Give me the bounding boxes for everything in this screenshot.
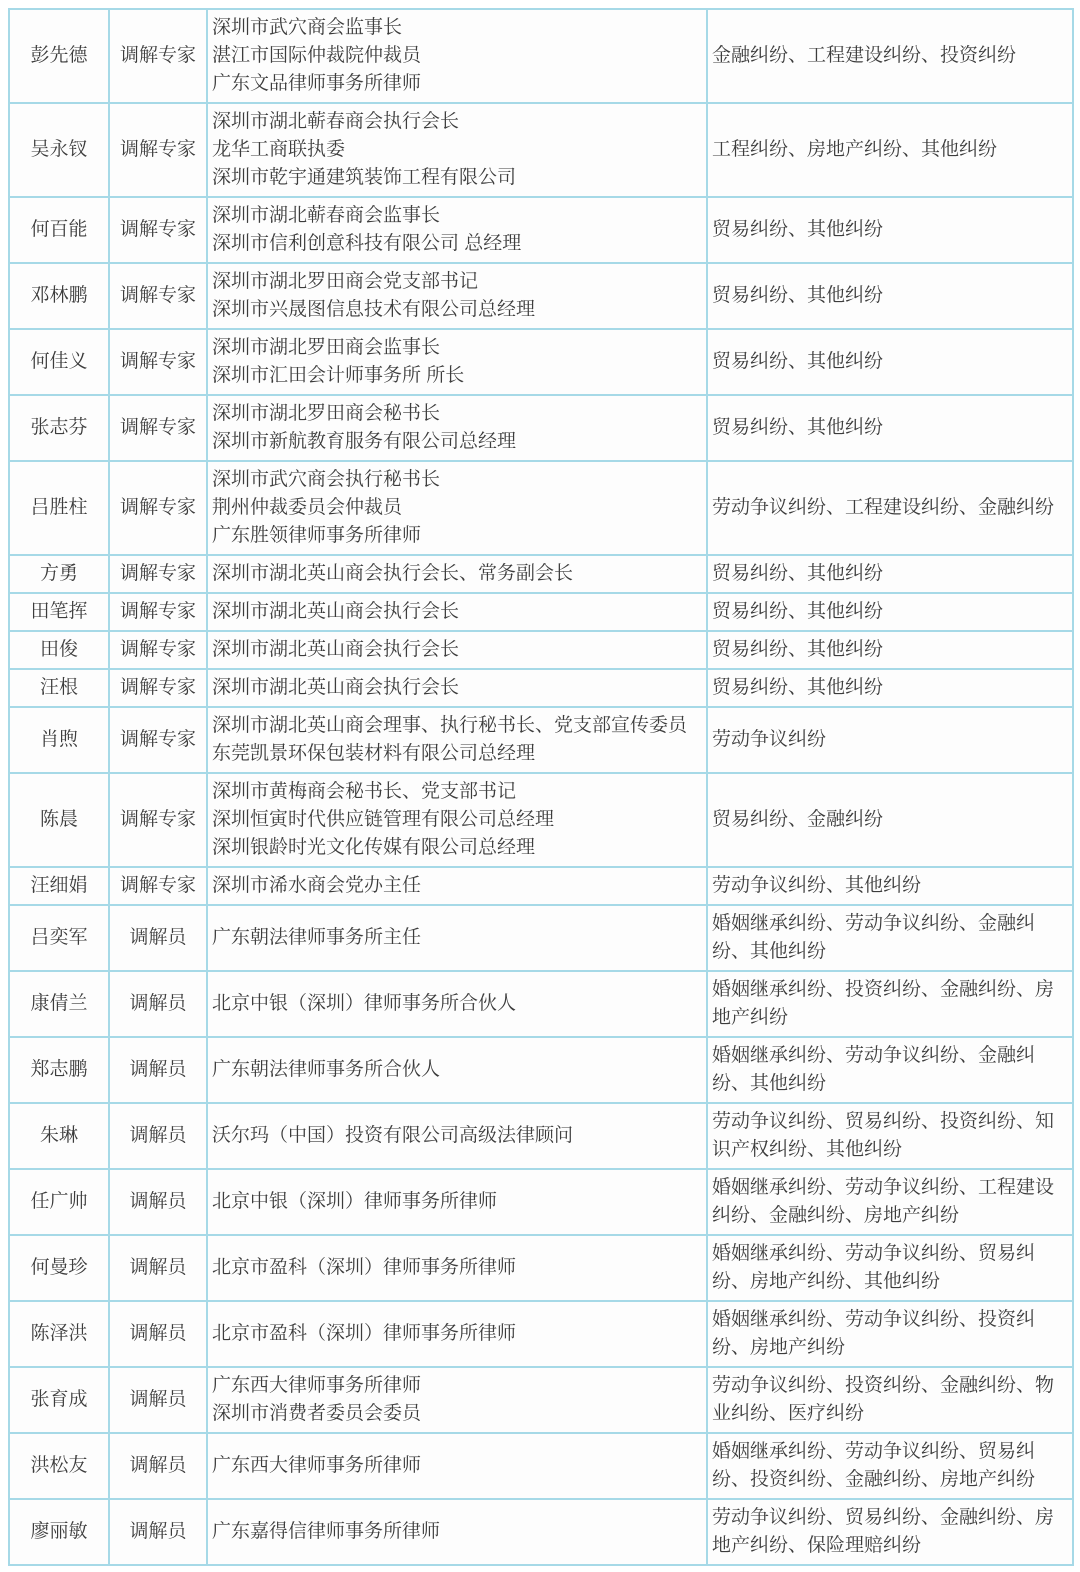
name-cell: 朱琳 bbox=[9, 1103, 109, 1169]
name-cell: 田俊 bbox=[9, 631, 109, 669]
position-line: 广东朝法律师事务所主任 bbox=[212, 927, 422, 948]
disputes-cell: 贸易纠纷、其他纠纷 bbox=[707, 593, 1073, 631]
name-cell: 陈泽洪 bbox=[9, 1301, 109, 1367]
role-cell: 调解员 bbox=[109, 1037, 207, 1103]
name-cell: 彭先德 bbox=[9, 9, 109, 103]
disputes-cell: 贸易纠纷、其他纠纷 bbox=[707, 197, 1073, 263]
position-line: 深圳市兴晟图信息技术有限公司总经理 bbox=[212, 299, 536, 320]
table-row bbox=[9, 461, 1073, 555]
position-line: 深圳市湖北英山商会理事、执行秘书长、党支部宣传委员 bbox=[212, 715, 688, 736]
position-line: 深圳市湖北罗田商会监事长 bbox=[212, 337, 441, 358]
positions-cell bbox=[207, 631, 707, 669]
role-cell: 调解员 bbox=[109, 905, 207, 971]
disputes-cell: 贸易纠纷、其他纠纷 bbox=[707, 631, 1073, 669]
position-line: 深圳银龄时光文化传媒有限公司总经理 bbox=[212, 837, 536, 858]
table-row bbox=[9, 1433, 1073, 1499]
positions-cell bbox=[207, 593, 707, 631]
position-line: 东莞凯景环保包装材料有限公司总经理 bbox=[212, 743, 536, 764]
disputes-cell: 贸易纠纷、其他纠纷 bbox=[707, 669, 1073, 707]
disputes-cell: 婚姻继承纠纷、劳动争议纠纷、投资纠纷、房地产纠纷 bbox=[707, 1301, 1073, 1367]
name-cell: 汪根 bbox=[9, 669, 109, 707]
position-line: 深圳市武穴商会监事长 bbox=[212, 17, 403, 38]
role-cell: 调解专家 bbox=[109, 867, 207, 905]
positions-cell bbox=[207, 905, 707, 971]
positions-cell bbox=[207, 773, 707, 867]
positions-cell bbox=[207, 971, 707, 1037]
position-line: 深圳市湖北蕲春商会执行会长 bbox=[212, 111, 460, 132]
position-line: 龙华工商联执委 bbox=[212, 139, 346, 160]
mediator-table-body bbox=[9, 9, 1073, 1565]
positions-cell bbox=[207, 197, 707, 263]
disputes-cell: 贸易纠纷、其他纠纷 bbox=[707, 329, 1073, 395]
disputes-cell: 贸易纠纷、其他纠纷 bbox=[707, 555, 1073, 593]
name-cell: 康倩兰 bbox=[9, 971, 109, 1037]
table-row bbox=[9, 1037, 1073, 1103]
role-cell: 调解员 bbox=[109, 1433, 207, 1499]
positions-cell bbox=[207, 1301, 707, 1367]
name-cell: 郑志鹏 bbox=[9, 1037, 109, 1103]
position-line: 深圳市湖北英山商会执行会长 bbox=[212, 677, 460, 698]
role-cell: 调解专家 bbox=[109, 707, 207, 773]
table-row bbox=[9, 1103, 1073, 1169]
disputes-cell: 贸易纠纷、金融纠纷 bbox=[707, 773, 1073, 867]
table-row bbox=[9, 669, 1073, 707]
disputes-cell: 贸易纠纷、其他纠纷 bbox=[707, 395, 1073, 461]
table-row bbox=[9, 1235, 1073, 1301]
disputes-cell: 贸易纠纷、其他纠纷 bbox=[707, 263, 1073, 329]
name-cell: 吕胜柱 bbox=[9, 461, 109, 555]
role-cell: 调解员 bbox=[109, 1235, 207, 1301]
position-line: 沃尔玛（中国）投资有限公司高级法律顾问 bbox=[212, 1125, 574, 1146]
position-line: 深圳市湖北罗田商会党支部书记 bbox=[212, 271, 479, 292]
position-line: 深圳市武穴商会执行秘书长 bbox=[212, 469, 441, 490]
positions-cell bbox=[207, 1169, 707, 1235]
disputes-cell: 婚姻继承纠纷、劳动争议纠纷、金融纠纷、其他纠纷 bbox=[707, 905, 1073, 971]
table-row bbox=[9, 773, 1073, 867]
position-line: 广东西大律师事务所律师 bbox=[212, 1455, 422, 1476]
positions-cell bbox=[207, 1433, 707, 1499]
position-line: 深圳市浠水商会党办主任 bbox=[212, 875, 422, 896]
role-cell: 调解员 bbox=[109, 1499, 207, 1565]
position-line: 湛江市国际仲裁院仲裁员 bbox=[212, 45, 422, 66]
position-line: 北京市盈科（深圳）律师事务所律师 bbox=[212, 1257, 517, 1278]
name-cell: 肖煦 bbox=[9, 707, 109, 773]
disputes-cell: 劳动争议纠纷、其他纠纷 bbox=[707, 867, 1073, 905]
position-line: 广东胜领律师事务所律师 bbox=[212, 525, 422, 546]
position-line: 北京市盈科（深圳）律师事务所律师 bbox=[212, 1323, 517, 1344]
positions-cell bbox=[207, 1235, 707, 1301]
role-cell: 调解专家 bbox=[109, 263, 207, 329]
table-row bbox=[9, 905, 1073, 971]
position-line: 广东嘉得信律师事务所律师 bbox=[212, 1521, 441, 1542]
positions-cell bbox=[207, 9, 707, 103]
name-cell: 田笔挥 bbox=[9, 593, 109, 631]
positions-cell bbox=[207, 669, 707, 707]
role-cell: 调解专家 bbox=[109, 197, 207, 263]
positions-cell bbox=[207, 867, 707, 905]
role-cell: 调解专家 bbox=[109, 669, 207, 707]
role-cell: 调解专家 bbox=[109, 773, 207, 867]
position-line: 深圳市湖北蕲春商会监事长 bbox=[212, 205, 441, 226]
table-row bbox=[9, 329, 1073, 395]
name-cell: 何佳义 bbox=[9, 329, 109, 395]
name-cell: 廖丽敏 bbox=[9, 1499, 109, 1565]
role-cell: 调解专家 bbox=[109, 103, 207, 197]
table-row bbox=[9, 9, 1073, 103]
role-cell: 调解员 bbox=[109, 1367, 207, 1433]
name-cell: 洪松友 bbox=[9, 1433, 109, 1499]
position-line: 荆州仲裁委员会仲裁员 bbox=[212, 497, 403, 518]
role-cell: 调解专家 bbox=[109, 593, 207, 631]
positions-cell bbox=[207, 103, 707, 197]
position-line: 深圳市湖北英山商会执行会长 bbox=[212, 601, 460, 622]
position-line: 深圳恒寅时代供应链管理有限公司总经理 bbox=[212, 809, 555, 830]
role-cell: 调解专家 bbox=[109, 9, 207, 103]
position-line: 广东朝法律师事务所合伙人 bbox=[212, 1059, 441, 1080]
disputes-cell: 劳动争议纠纷、贸易纠纷、金融纠纷、房地产纠纷、保险理赔纠纷 bbox=[707, 1499, 1073, 1565]
position-line: 深圳市汇田会计师事务所 所长 bbox=[212, 365, 465, 386]
disputes-cell: 婚姻继承纠纷、劳动争议纠纷、工程建设纠纷、金融纠纷、房地产纠纷 bbox=[707, 1169, 1073, 1235]
position-line: 广东文品律师事务所律师 bbox=[212, 73, 422, 94]
positions-cell bbox=[207, 263, 707, 329]
position-line: 深圳市湖北英山商会执行会长 bbox=[212, 639, 460, 660]
disputes-cell: 婚姻继承纠纷、劳动争议纠纷、贸易纠纷、投资纠纷、金融纠纷、房地产纠纷 bbox=[707, 1433, 1073, 1499]
role-cell: 调解专家 bbox=[109, 631, 207, 669]
position-line: 深圳市湖北罗田商会秘书长 bbox=[212, 403, 441, 424]
disputes-cell: 劳动争议纠纷、投资纠纷、金融纠纷、物业纠纷、医疗纠纷 bbox=[707, 1367, 1073, 1433]
positions-cell bbox=[207, 1037, 707, 1103]
table-row bbox=[9, 593, 1073, 631]
disputes-cell: 劳动争议纠纷、贸易纠纷、投资纠纷、知识产权纠纷、其他纠纷 bbox=[707, 1103, 1073, 1169]
table-row bbox=[9, 263, 1073, 329]
position-line: 深圳市湖北英山商会执行会长、常务副会长 bbox=[212, 563, 574, 584]
role-cell: 调解员 bbox=[109, 1301, 207, 1367]
position-line: 北京中银（深圳）律师事务所合伙人 bbox=[212, 993, 517, 1014]
positions-cell bbox=[207, 555, 707, 593]
positions-cell bbox=[207, 707, 707, 773]
position-line: 北京中银（深圳）律师事务所律师 bbox=[212, 1191, 498, 1212]
position-line: 深圳市黄梅商会秘书长、党支部书记 bbox=[212, 781, 517, 802]
role-cell: 调解专家 bbox=[109, 395, 207, 461]
disputes-cell: 金融纠纷、工程建设纠纷、投资纠纷 bbox=[707, 9, 1073, 103]
positions-cell bbox=[207, 1103, 707, 1169]
disputes-cell: 婚姻继承纠纷、劳动争议纠纷、金融纠纷、其他纠纷 bbox=[707, 1037, 1073, 1103]
name-cell: 任广帅 bbox=[9, 1169, 109, 1235]
position-line: 广东西大律师事务所律师 bbox=[212, 1375, 422, 1396]
disputes-cell: 劳动争议纠纷、工程建设纠纷、金融纠纷 bbox=[707, 461, 1073, 555]
name-cell: 吕奕军 bbox=[9, 905, 109, 971]
table-row bbox=[9, 555, 1073, 593]
role-cell: 调解专家 bbox=[109, 461, 207, 555]
name-cell: 方勇 bbox=[9, 555, 109, 593]
disputes-cell: 婚姻继承纠纷、投资纠纷、金融纠纷、房地产纠纷 bbox=[707, 971, 1073, 1037]
name-cell: 何曼珍 bbox=[9, 1235, 109, 1301]
position-line: 深圳市信利创意科技有限公司 总经理 bbox=[212, 233, 522, 254]
table-row bbox=[9, 395, 1073, 461]
role-cell: 调解员 bbox=[109, 1103, 207, 1169]
name-cell: 吴永钗 bbox=[9, 103, 109, 197]
table-row bbox=[9, 631, 1073, 669]
disputes-cell: 劳动争议纠纷 bbox=[707, 707, 1073, 773]
position-line: 深圳市乾宇通建筑装饰工程有限公司 bbox=[212, 167, 517, 188]
name-cell: 邓林鹏 bbox=[9, 263, 109, 329]
role-cell: 调解专家 bbox=[109, 555, 207, 593]
disputes-cell: 工程纠纷、房地产纠纷、其他纠纷 bbox=[707, 103, 1073, 197]
positions-cell bbox=[207, 395, 707, 461]
table-row bbox=[9, 971, 1073, 1037]
name-cell: 何百能 bbox=[9, 197, 109, 263]
name-cell: 张志芬 bbox=[9, 395, 109, 461]
table-row bbox=[9, 1367, 1073, 1433]
role-cell: 调解员 bbox=[109, 1169, 207, 1235]
role-cell: 调解专家 bbox=[109, 329, 207, 395]
table-row bbox=[9, 867, 1073, 905]
position-line: 深圳市消费者委员会委员 bbox=[212, 1403, 422, 1424]
mediator-table bbox=[8, 8, 1074, 1566]
positions-cell bbox=[207, 329, 707, 395]
disputes-cell: 婚姻继承纠纷、劳动争议纠纷、贸易纠纷、房地产纠纷、其他纠纷 bbox=[707, 1235, 1073, 1301]
table-row bbox=[9, 1301, 1073, 1367]
table-row bbox=[9, 197, 1073, 263]
positions-cell bbox=[207, 1367, 707, 1433]
table-row bbox=[9, 1169, 1073, 1235]
table-row bbox=[9, 103, 1073, 197]
role-cell: 调解员 bbox=[109, 971, 207, 1037]
name-cell: 陈晨 bbox=[9, 773, 109, 867]
table-row bbox=[9, 707, 1073, 773]
position-line: 深圳市新航教育服务有限公司总经理 bbox=[212, 431, 517, 452]
positions-cell bbox=[207, 461, 707, 555]
name-cell: 汪细娟 bbox=[9, 867, 109, 905]
name-cell: 张育成 bbox=[9, 1367, 109, 1433]
